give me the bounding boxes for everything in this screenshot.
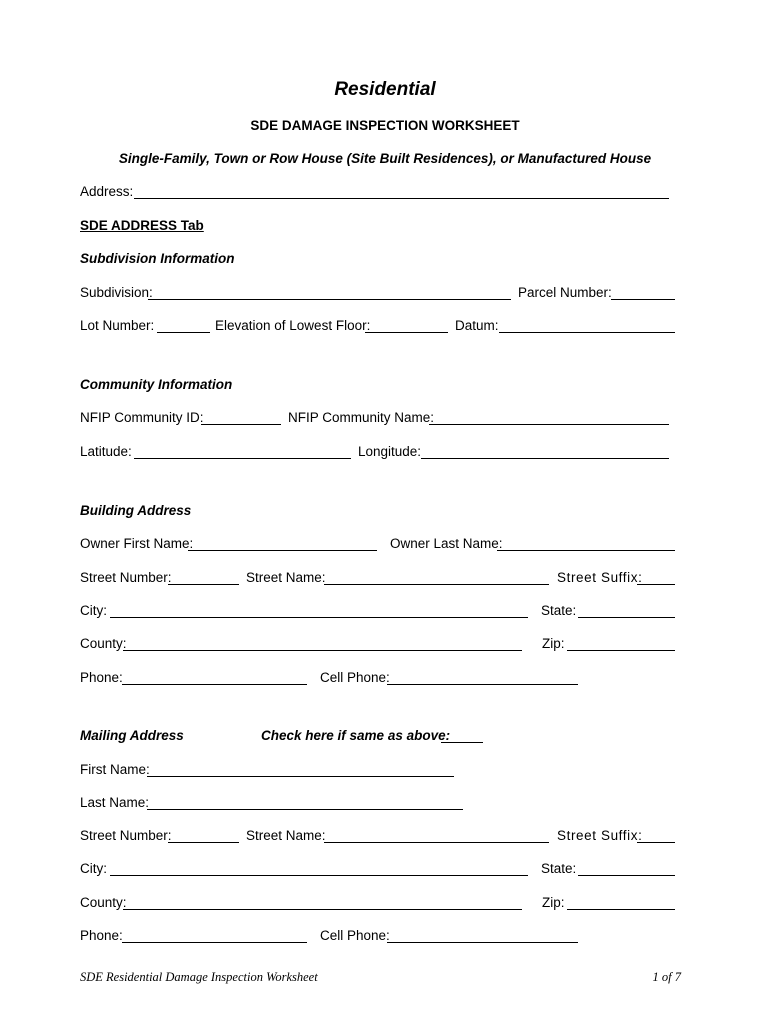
mailing-cell-phone-field[interactable]	[387, 942, 578, 943]
address-field[interactable]	[134, 198, 669, 199]
worksheet-subtitle: SDE DAMAGE INSPECTION WORKSHEET	[250, 118, 520, 133]
mailing-street-suffix-field[interactable]	[637, 842, 675, 843]
mailing-street-number-field[interactable]	[168, 842, 239, 843]
subdivision-heading: Subdivision Information	[80, 251, 235, 266]
datum-label: Datum:	[455, 318, 499, 333]
county-label: County:	[80, 636, 127, 651]
mailing-first-name-label: First Name:	[80, 762, 150, 777]
mailing-zip-field[interactable]	[567, 909, 675, 910]
owner-first-name-field[interactable]	[188, 550, 377, 551]
mailing-county-field[interactable]	[123, 909, 522, 910]
owner-last-name-label: Owner Last Name:	[390, 536, 503, 551]
lot-number-label: Lot Number:	[80, 318, 155, 333]
owner-last-name-field[interactable]	[497, 550, 675, 551]
zip-label: Zip:	[542, 636, 565, 651]
mailing-street-number-label: Street Number:	[80, 828, 172, 843]
subdivision-label: Subdivision:	[80, 285, 153, 300]
mailing-cell-phone-label: Cell Phone:	[320, 928, 390, 943]
city-label: City:	[80, 603, 107, 618]
state-label: State:	[541, 603, 577, 618]
cell-phone-label: Cell Phone:	[320, 670, 390, 685]
longitude-label: Longitude:	[358, 444, 422, 459]
building-address-heading: Building Address	[80, 503, 192, 518]
longitude-field[interactable]	[421, 458, 669, 459]
mailing-address-heading: Mailing Address	[80, 728, 184, 743]
mailing-zip-label: Zip:	[542, 895, 565, 910]
footer-page-number: 1 of 7	[652, 970, 681, 984]
street-suffix-field[interactable]	[637, 584, 675, 585]
mailing-first-name-field[interactable]	[147, 776, 454, 777]
parcel-number-label: Parcel Number:	[518, 285, 612, 300]
mailing-street-name-label: Street Name:	[246, 828, 326, 843]
phone-label: Phone:	[80, 670, 123, 685]
mailing-phone-field[interactable]	[122, 942, 307, 943]
nfip-name-label: NFIP Community Name:	[288, 410, 435, 425]
phone-field[interactable]	[122, 684, 307, 685]
cell-phone-field[interactable]	[387, 684, 578, 685]
mailing-city-label: City:	[80, 861, 107, 876]
street-suffix-label: Street Suffix:	[557, 570, 643, 585]
city-field[interactable]	[110, 617, 528, 618]
street-name-label: Street Name:	[246, 570, 326, 585]
county-field[interactable]	[123, 650, 522, 651]
mailing-city-field[interactable]	[110, 875, 528, 876]
latitude-field[interactable]	[134, 458, 351, 459]
datum-field[interactable]	[499, 332, 675, 333]
nfip-name-field[interactable]	[429, 424, 669, 425]
address-label: Address:	[80, 184, 134, 199]
street-name-field[interactable]	[324, 584, 549, 585]
footer-document-name: SDE Residential Damage Inspection Worksheet	[80, 970, 318, 984]
community-heading: Community Information	[80, 377, 233, 392]
latitude-label: Latitude:	[80, 444, 132, 459]
state-field[interactable]	[578, 617, 675, 618]
mailing-county-label: County:	[80, 895, 127, 910]
subdivision-field[interactable]	[148, 299, 511, 300]
sde-address-tab: SDE ADDRESS Tab	[80, 218, 204, 233]
owner-first-name-label: Owner First Name:	[80, 536, 194, 551]
nfip-id-field[interactable]	[201, 424, 281, 425]
mailing-street-suffix-label: Street Suffix:	[557, 828, 643, 843]
parcel-number-field[interactable]	[611, 299, 675, 300]
lot-number-field[interactable]	[157, 332, 210, 333]
street-number-label: Street Number:	[80, 570, 172, 585]
nfip-id-label: NFIP Community ID:	[80, 410, 204, 425]
mailing-state-label: State:	[541, 861, 577, 876]
mailing-state-field[interactable]	[578, 875, 675, 876]
mailing-last-name-field[interactable]	[147, 809, 463, 810]
elevation-label: Elevation of Lowest Floor:	[215, 318, 371, 333]
elevation-field[interactable]	[365, 332, 448, 333]
mailing-street-name-field[interactable]	[324, 842, 549, 843]
mailing-phone-label: Phone:	[80, 928, 123, 943]
same-as-above-field[interactable]	[441, 742, 483, 743]
street-number-field[interactable]	[168, 584, 239, 585]
page-title: Residential	[334, 79, 436, 100]
mailing-last-name-label: Last Name:	[80, 795, 150, 810]
same-as-above-label: Check here if same as above:	[261, 728, 451, 743]
zip-field[interactable]	[567, 650, 675, 651]
worksheet-description: Single-Family, Town or Row House (Site Built Residences), or Manufactured House	[118, 151, 652, 166]
